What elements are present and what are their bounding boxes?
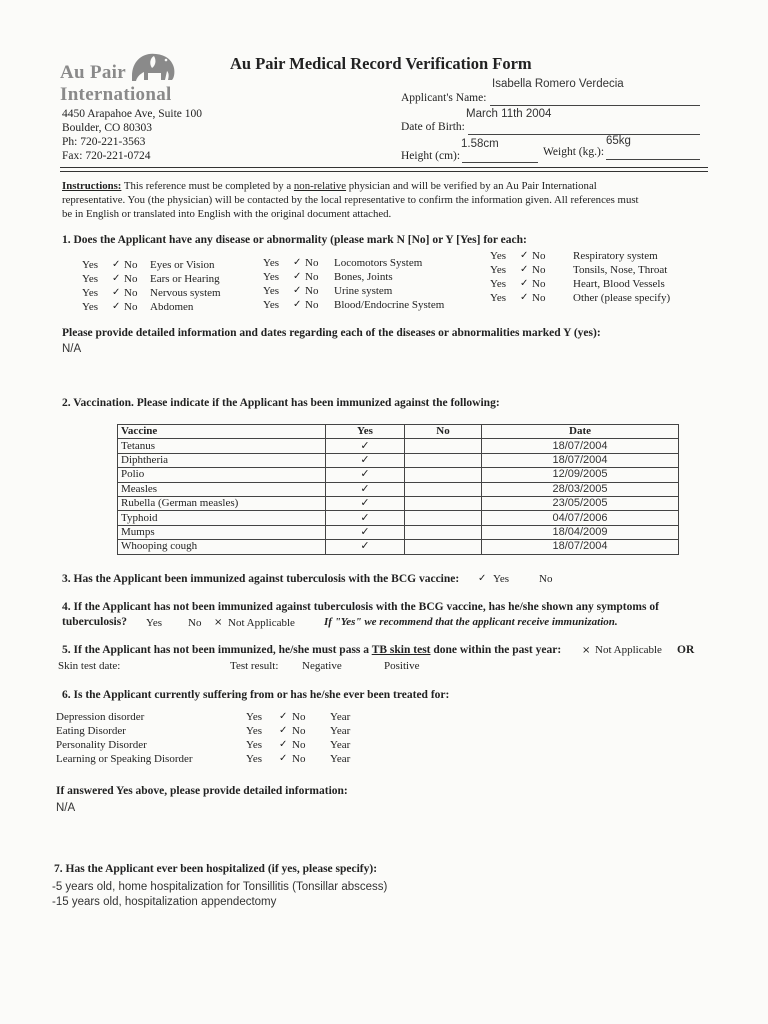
cell-yes: ✓ — [326, 496, 405, 510]
table-row — [118, 511, 679, 525]
check-icon: ✓ — [293, 285, 302, 296]
q6-year: Year — [330, 725, 351, 737]
q1-condition-label: Ears or Hearing — [150, 273, 220, 285]
cell-vaccine: Whooping cough — [118, 540, 326, 554]
q1-condition-label: Tonsils, Nose, Throat — [573, 264, 668, 276]
q6-year: Year — [330, 739, 351, 751]
q7-answer-2: -15 years old, hospitalization appendectomy — [52, 896, 277, 908]
q6-disorder-label: Personality Disorder — [56, 739, 147, 751]
check-icon: ✓ — [293, 257, 302, 268]
q1-condition-label: Nervous system — [150, 287, 221, 299]
q1-condition-label: Urine system — [334, 285, 393, 297]
q1-no: No — [305, 271, 319, 283]
dob-value: March 11th 2004 — [466, 108, 552, 120]
q1-no: No — [305, 257, 319, 269]
q1-no: No — [124, 287, 138, 299]
cell-yes: ✓ — [326, 511, 405, 525]
q1-no: No — [124, 273, 138, 285]
q2-question: 2. Vaccination. Please indicate if the Applicant has been immunized against the following: — [62, 397, 500, 409]
cell-yes: ✓ — [326, 468, 405, 482]
cell-yes: ✓ — [326, 525, 405, 539]
q5-skin-test-date-label: Skin test date: — [58, 660, 121, 672]
logo-line2: International — [60, 84, 172, 105]
q4-question-line2: tuberculosis? — [62, 616, 127, 628]
q1-no: No — [532, 292, 546, 304]
cell-no — [405, 525, 482, 539]
q5-cross-icon: × — [582, 645, 591, 656]
table-row — [118, 439, 679, 453]
header-yes: Yes — [326, 425, 405, 439]
q1-yes: Yes — [263, 257, 280, 269]
q1-yes: Yes — [490, 250, 507, 262]
q4-question-line1: 4. If the Applicant has not been immunized against tuberculosis with the BCG vaccine, has he/she shown any symptoms of — [62, 601, 659, 613]
instructions-line3: be in English or translated into English with the original document attached. — [62, 208, 392, 220]
q1-no: No — [532, 278, 546, 290]
cell-date: 18/07/2004 — [482, 540, 679, 554]
elephant-logo-icon — [128, 46, 180, 84]
q1-yes: Yes — [82, 259, 99, 271]
q1-yes: Yes — [490, 278, 507, 290]
q4-note: If "Yes" we recommend that the applicant receive immunization. — [324, 616, 618, 628]
q7-question: 7. Has the Applicant ever been hospitalized (if yes, please specify): — [54, 863, 378, 875]
q1-yes: Yes — [490, 264, 507, 276]
q6-year: Year — [330, 753, 351, 765]
check-icon: ✓ — [520, 250, 529, 261]
cell-date: 18/07/2004 — [482, 453, 679, 467]
check-icon: ✓ — [279, 753, 288, 764]
q1-condition-label: Respiratory system — [573, 250, 658, 262]
q6-yes: Yes — [246, 725, 263, 737]
applicant-name-label: Applicant's Name: — [401, 92, 487, 104]
org-address: 4450 Arapahoe Ave, Suite 100 — [62, 108, 202, 120]
q6-no: No — [292, 711, 306, 723]
q1-yes: Yes — [82, 287, 99, 299]
check-icon: ✓ — [279, 711, 288, 722]
q6-yes: Yes — [246, 711, 263, 723]
check-icon: ✓ — [112, 273, 121, 284]
logo-line1: Au Pair — [60, 62, 126, 83]
q6-yes: Yes — [246, 753, 263, 765]
q1-condition-label: Locomotors System — [334, 257, 423, 269]
applicant-name-value: Isabella Romero Verdecia — [492, 78, 624, 90]
q6-disorder-label: Learning or Speaking Disorder — [56, 753, 193, 765]
q1-no: No — [305, 285, 319, 297]
dob-label: Date of Birth: — [401, 121, 465, 133]
q1-yes: Yes — [82, 273, 99, 285]
instructions-line1: Instructions: This reference must be completed by a non-relative physician and will be verified by an Au Pair International — [62, 180, 597, 192]
cell-no — [405, 453, 482, 467]
cell-vaccine: Rubella (German measles) — [118, 496, 326, 510]
check-icon: ✓ — [520, 278, 529, 289]
q5-negative: Negative — [302, 660, 342, 672]
cell-date: 28/03/2005 — [482, 482, 679, 496]
vaccination-table — [117, 424, 679, 555]
cell-yes: ✓ — [326, 540, 405, 554]
q1-condition-label: Heart, Blood Vessels — [573, 278, 665, 290]
q1-no: No — [124, 259, 138, 271]
cell-yes: ✓ — [326, 453, 405, 467]
q6-no: No — [292, 725, 306, 737]
table-row — [118, 496, 679, 510]
q3-check-icon: ✓ — [478, 573, 487, 584]
q4-cross-icon: × — [214, 617, 223, 628]
table-row — [118, 468, 679, 482]
instructions-line2: representative. You (the physician) will be contacted by the local representative to confirm the information given. All references must — [62, 194, 639, 206]
check-icon: ✓ — [293, 271, 302, 282]
weight-value: 65kg — [606, 135, 631, 147]
q1-no: No — [305, 299, 319, 311]
q4-yes: Yes — [146, 617, 163, 629]
cell-date: 18/04/2009 — [482, 525, 679, 539]
header-date: Date — [482, 425, 679, 439]
check-icon: ✓ — [112, 301, 121, 312]
q4-na: Not Applicable — [228, 617, 295, 629]
cell-no — [405, 540, 482, 554]
header-vaccine: Vaccine — [118, 425, 326, 439]
org-phone: Ph: 720-221-3563 — [62, 136, 146, 148]
q1-details-answer: N/A — [62, 343, 82, 355]
org-city: Boulder, CO 80303 — [62, 122, 152, 134]
check-icon: ✓ — [293, 299, 302, 310]
q5-question: 5. If the Applicant has not been immunized, he/she must pass a TB skin test done within the past year: — [62, 644, 562, 656]
cell-vaccine: Polio — [118, 468, 326, 482]
cell-no — [405, 482, 482, 496]
check-icon: ✓ — [520, 292, 529, 303]
header-no: No — [405, 425, 482, 439]
cell-vaccine: Diphtheria — [118, 453, 326, 467]
check-icon: ✓ — [520, 264, 529, 275]
cell-date: 23/05/2005 — [482, 496, 679, 510]
q1-condition-label: Eyes or Vision — [150, 259, 215, 271]
q5-na: Not Applicable — [595, 644, 662, 656]
cell-date: 12/09/2005 — [482, 468, 679, 482]
cell-vaccine: Measles — [118, 482, 326, 496]
q6-disorder-label: Eating Disorder — [56, 725, 126, 737]
q1-yes: Yes — [263, 285, 280, 297]
q4-no: No — [188, 617, 202, 629]
cell-no — [405, 511, 482, 525]
table-row — [118, 482, 679, 496]
cell-vaccine: Typhoid — [118, 511, 326, 525]
cell-no — [405, 439, 482, 453]
q1-condition-label: Other (please specify) — [573, 292, 671, 304]
q1-yes: Yes — [82, 301, 99, 313]
q5-or: OR — [677, 644, 695, 656]
q1-yes: Yes — [263, 271, 280, 283]
q1-condition-label: Blood/Endocrine System — [334, 299, 445, 311]
q6-disorder-label: Depression disorder — [56, 711, 145, 723]
cell-vaccine: Mumps — [118, 525, 326, 539]
q5-test-result-label: Test result: — [230, 660, 279, 672]
q6-no: No — [292, 753, 306, 765]
q1-yes: Yes — [263, 299, 280, 311]
q6-details-prompt: If answered Yes above, please provide detailed information: — [56, 785, 348, 797]
table-row — [118, 540, 679, 554]
check-icon: ✓ — [279, 725, 288, 736]
q1-details-prompt: Please provide detailed information and dates regarding each of the diseases or abnormalities marked Y (yes): — [62, 327, 601, 339]
q7-answer-1: -5 years old, home hospitalization for Tonsillitis (Tonsillar abscess) — [52, 881, 388, 893]
q1-yes: Yes — [490, 292, 507, 304]
table-row — [118, 453, 679, 467]
cell-date: 04/07/2006 — [482, 511, 679, 525]
cell-vaccine: Tetanus — [118, 439, 326, 453]
q1-question: 1. Does the Applicant have any disease or abnormality (please mark N [No] or Y [Yes] for each: — [62, 234, 527, 246]
q6-question: 6. Is the Applicant currently suffering from or has he/she ever been treated for: — [62, 689, 450, 701]
q5-positive: Positive — [384, 660, 420, 672]
check-icon: ✓ — [112, 259, 121, 270]
check-icon: ✓ — [112, 287, 121, 298]
check-icon: ✓ — [279, 739, 288, 750]
cell-no — [405, 468, 482, 482]
q3-yes: Yes — [493, 573, 510, 585]
q1-condition-label: Bones, Joints — [334, 271, 393, 283]
form-title: Au Pair Medical Record Verification Form — [230, 54, 532, 73]
q6-no: No — [292, 739, 306, 751]
q6-yes: Yes — [246, 739, 263, 751]
q1-no: No — [532, 264, 546, 276]
height-value: 1.58cm — [461, 138, 499, 150]
cell-no — [405, 496, 482, 510]
org-fax: Fax: 720-221-0724 — [62, 150, 151, 162]
q6-year: Year — [330, 711, 351, 723]
height-label: Height (cm): — [401, 150, 461, 162]
q1-condition-label: Abdomen — [150, 301, 194, 313]
q3-question: 3. Has the Applicant been immunized against tuberculosis with the BCG vaccine: — [62, 573, 460, 585]
q6-details-answer: N/A — [56, 802, 76, 814]
cell-date: 18/07/2004 — [482, 439, 679, 453]
table-row — [118, 525, 679, 539]
weight-label: Weight (kg.): — [543, 146, 605, 158]
q1-no: No — [532, 250, 546, 262]
q3-no: No — [539, 573, 553, 585]
q1-no: No — [124, 301, 138, 313]
cell-yes: ✓ — [326, 482, 405, 496]
cell-yes: ✓ — [326, 439, 405, 453]
